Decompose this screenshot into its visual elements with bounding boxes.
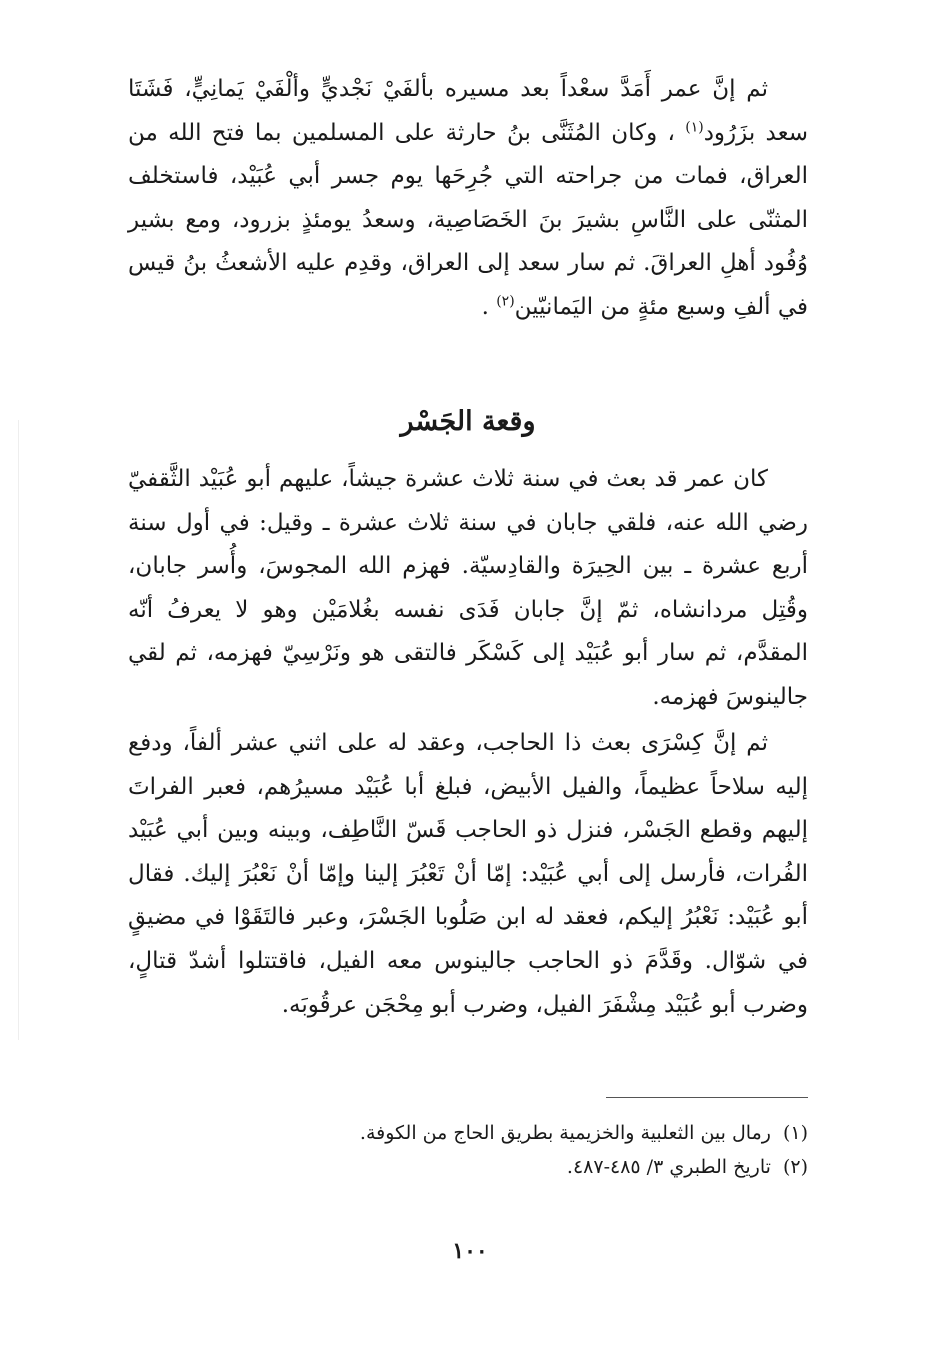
footnote-1-text: رمال بين الثعلبية والخزيمية بطريق الحاج من الكوفة.	[359, 1122, 771, 1144]
paragraph-1-text-b: ، وكان المُثَنَّى بنُ حارثة على المسلمين بما فتح الله من العراق، فمات من جراحته التي جُرِحَها يوم جسر أبي عُبَيْد، فاستخلف المثنّى على النَّاسِ بشيرَ بنَ الخَصَاصِية، وسعدُ يومئذٍ بزرود، ومع بشير وُفُود أهلِ العراقَ. ثم سار سعد إلى العراق، وقدِم عليه الأشعثُ بنُ قيس في ألفِ وسبع مئةٍ من اليَمانيّين	[128, 119, 808, 320]
footnote-ref-2: (٢)	[496, 293, 515, 310]
paragraph-1-text-a: ثم إنَّ عمر أَمَدَّ سعْداً بعد مسيره بألفَيْ نَجْديٍّ وألْفَيْ يَمانِيٍّ، فَشَتَا سعد بزَرُود	[128, 76, 808, 146]
paragraph-1	[128, 68, 808, 330]
footnote-ref-1: (١)	[685, 118, 704, 135]
paragraph-2: كان عمر قد بعث في سنة ثلاث عشرة جيشاً، عليهم أبو عُبَيْد الثَّقفيّ رضي الله عنه، فلقي جابان في سنة ثلاث عشرة ـ وقيل: في أول سنة أربع عشرة ـ بين الحِيرَة والقادِسيّة. فهزم الله المجوسَ، وأُسر جابان، وقُتِل مردانشاه، ثمّ إنَّ جابان فَدَى نفسه بغُلامَيْن وهو لا يعرفُ أنّه المقدَّم، ثم سار أبو عُبَيْد إلى كَسْكَر فالتقى هو ونَرْسِيّ فهزمه، ثم لقي جالينوسَ فهزمه.	[128, 466, 808, 710]
footnote-2-text: تاريخ الطبري ٣/ ٤٨٥-٤٨٧.	[566, 1156, 771, 1178]
paragraph-1-text-c: .	[481, 293, 497, 320]
footnote-1-number: (١)	[782, 1122, 808, 1144]
scan-edge-mark	[18, 420, 19, 1040]
footnote-2-number: (٢)	[782, 1156, 808, 1178]
page-number: ١٠٠	[452, 1238, 488, 1264]
footnotes	[300, 1116, 808, 1184]
footnote-divider	[606, 1097, 808, 1098]
footnote-1	[300, 1116, 808, 1150]
footnote-2	[300, 1150, 808, 1184]
section-heading: وقعة الجَسْر	[400, 406, 536, 437]
paragraph-3: ثم إنَّ كِسْرَى بعث ذا الحاجب، وعقد له على اثني عشر ألفاً، ودفع إليه سلاحاً عظيماً، والفيل الأبيض، فبلغ أبا عُبَيْد مسيرُهم، فعبر الفراتَ إليهم وقطع الجَسْر، فنزل ذو الحاجب قَسّ النَّاطِف، وبينه وبين أبي عُبَيْد الفُرات، فأرسل إلى أبي عُبَيْد: إمّا أنْ تَعْبُرَ إلينا وإمّا أنْ نَعْبُرَ إليك. فقال أبو عُبَيْد: نَعْبُرُ إليكم، فعقد له ابن صَلُوبا الجَسْرَ، وعبر فالتَقَوْا في مضيقٍ في شوّال. وقَدَّمَ ذو الحاجب جالينوس معه الفيل، فاقتتلوا أشدّ قتالٍ، وضرب أبو عُبَيْد مِشْفَرَ الفيل، وضرب أبو مِحْجَن عرقُوبَه.	[128, 730, 808, 1018]
